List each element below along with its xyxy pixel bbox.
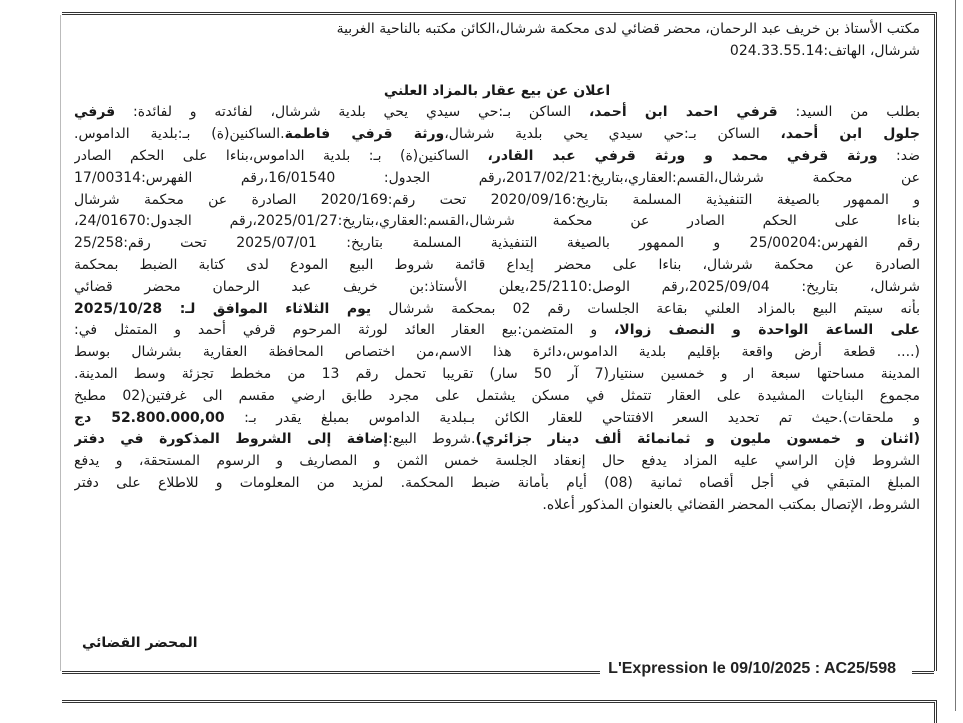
bold-text-segment: (اثنان و خمسون مليون و ثمانمائة ألف دينار جزائري) [475, 431, 920, 448]
body-line [74, 124, 920, 146]
text-segment: و الممهور بالصيغة التنفيذية المسلمة بتاريخ:2020/09/16 تحت رقم:2020/169 الصادرة عن محكمة شرشال [74, 191, 920, 208]
body-line [74, 342, 920, 364]
signature: المحضر القضائي [82, 635, 198, 651]
text-segment: رقم الفهرس:25/00204 و الممهور بالصيغة التنفيذية المسلمة بتاريخ: 2025/07/01 تحت رقم:25/258 [74, 235, 920, 252]
publication-reference: L'Expression le 09/10/2025 : AC25/598 [600, 660, 904, 678]
phone-line: شرشال، الهاتف:024.33.55.14 [729, 42, 920, 59]
text-segment: الساكنين(ة) بـ: بلدية الداموس،بناءا على الحكم الصادر [74, 147, 488, 164]
text-segment: المبلغ المتبقي في أجل أقصاه ثمانية (08) أيام بأمانة ضبط المحكمة. لمزيد من المعلومات و للاطلاع على دفتر [74, 474, 920, 491]
body-line [74, 299, 920, 321]
bold-text-segment: يوم الثلاثاء الموافق لـ: 2025/10/28 [74, 300, 372, 317]
text-segment: المدينة مساحتها سبعة ار و خمسين سنتيار(7 آر 50 سار) تقريبا تحمل رقم 13 من مخطط تجزئة وسط المدينة. [74, 365, 920, 382]
body-line [74, 386, 920, 408]
notice-text [74, 19, 920, 517]
footer-rule-tail [912, 671, 934, 674]
text-segment: .شروط البيع: [388, 431, 476, 448]
text-segment: الشروط، الإتصال بمكتب المحضر القضائي بالعنوان المذكور أعلاه. [542, 496, 920, 513]
next-notice-box [62, 700, 937, 723]
bold-text-segment: قرفي احمد ابن أحمد، [588, 104, 778, 121]
bold-text-segment: جلول ابن أحمد، [780, 126, 920, 143]
text-segment: .الساكنين(ة) بـ:بلدية الداموس. [74, 126, 285, 143]
text-segment: و المتضمن:بيع العقار العائد لورثة المرحوم قرفي أحمد و المتمثل في: [74, 322, 614, 339]
text-segment: الساكن بـ:حي سيدي يحي بلدية شرشال، [444, 126, 781, 143]
text-segment: و ملحقات).حيث تم تحديد السعر الافتتاحي للعقار الكائن بـبلدية الداموس بمبلغ يقدر بـ: [224, 409, 920, 426]
body-line [74, 408, 920, 430]
body-line [74, 451, 920, 473]
text-segment: ضد: [877, 147, 920, 164]
bold-text-segment: ورثة قرفي فاطمة [284, 126, 445, 143]
bold-text-segment: على الساعة الواحدة و النصف زوالا، [613, 322, 920, 339]
body-line [74, 211, 920, 233]
legal-notice-box [62, 12, 937, 677]
body-line [74, 233, 920, 255]
text-segment: الصادرة عن محكمة شرشال، بناءا على محضر إيداع قائمة شروط البيع المودع لدى كتابة الضبط بمحكمة [74, 256, 920, 273]
body-line [74, 495, 920, 517]
body-line [74, 364, 920, 386]
body-line [74, 146, 920, 168]
bold-text-segment: 52.800.000,00 دج [74, 409, 225, 426]
body-line [74, 190, 920, 212]
body-line [74, 277, 920, 299]
text-segment: مجموع البنايات المشيدة على العقار تتمثل في مسكن يشتمل على مجرد طابق ارضي مقسم الى غرفتين(02 مطبخ [74, 387, 920, 404]
text-segment: عن محكمة شرشال،القسم:العقاري،بتاريخ:2017/02/21،رقم الجدول: 16/01540،رقم الفهرس:17/00314 [74, 169, 920, 186]
notice-title: اعلان عن بيع عقار بالمزاد العلني [383, 82, 611, 99]
body-line [74, 168, 920, 190]
notice-body [74, 102, 920, 516]
bold-text-segment: إضافة إلى الشروط المذكورة في دفتر [74, 431, 389, 448]
body-line [74, 429, 920, 451]
text-segment: الساكن بـ:حي سيدي يحي بلدية شرشال، لفائدته و لفائدة: [115, 104, 589, 121]
text-segment: بأنه سيتم البيع بالمزاد العلني بقاعة الجلسات رقم 02 بمحكمة شرشال [371, 300, 920, 317]
bold-text-segment: ورثة قرفي محمد و ورثة قرفي عبد القادر، [487, 147, 878, 164]
office-line: مكتب الأستاذ بن خريف عبد الرحمان، محضر قضائي لدى محكمة شرشال،الكائن مكتبه بالناحية الغربية [336, 21, 920, 37]
body-line [74, 320, 920, 342]
text-segment: (.... قطعة أرض واقعة بإقليم بلدية الداموس،دائرة هذا الاسم،من اختصاص المحافظة العقارية بشرشال بوسط [74, 344, 920, 361]
bold-text-segment: قرفي [74, 104, 116, 121]
text-segment: بناءا على الحكم الصادر عن محكمة شرشال،القسم:العقاري،بتاريخ:2025/01/27،رقم الجدول:24/01670، [74, 213, 920, 230]
page-edge-line [955, 0, 956, 711]
text-segment: الشروط فإن الراسي عليه المزاد يدفع حال إنعقاد الجلسة خمس الثمن و المصاريف و الرسوم المستحقة، و يدفع [74, 453, 920, 470]
publication-footer [62, 660, 934, 680]
body-line [74, 255, 920, 277]
body-line [74, 102, 920, 124]
text-segment: شرشال، بتاريخ: 2025/09/04،رقم الوصل:25/2110،يعلن الأستاذ:بن خريف عبد الرحمان محضر قضائي [74, 278, 920, 295]
text-segment: بطلب من السيد: [777, 104, 920, 121]
body-line [74, 473, 920, 495]
